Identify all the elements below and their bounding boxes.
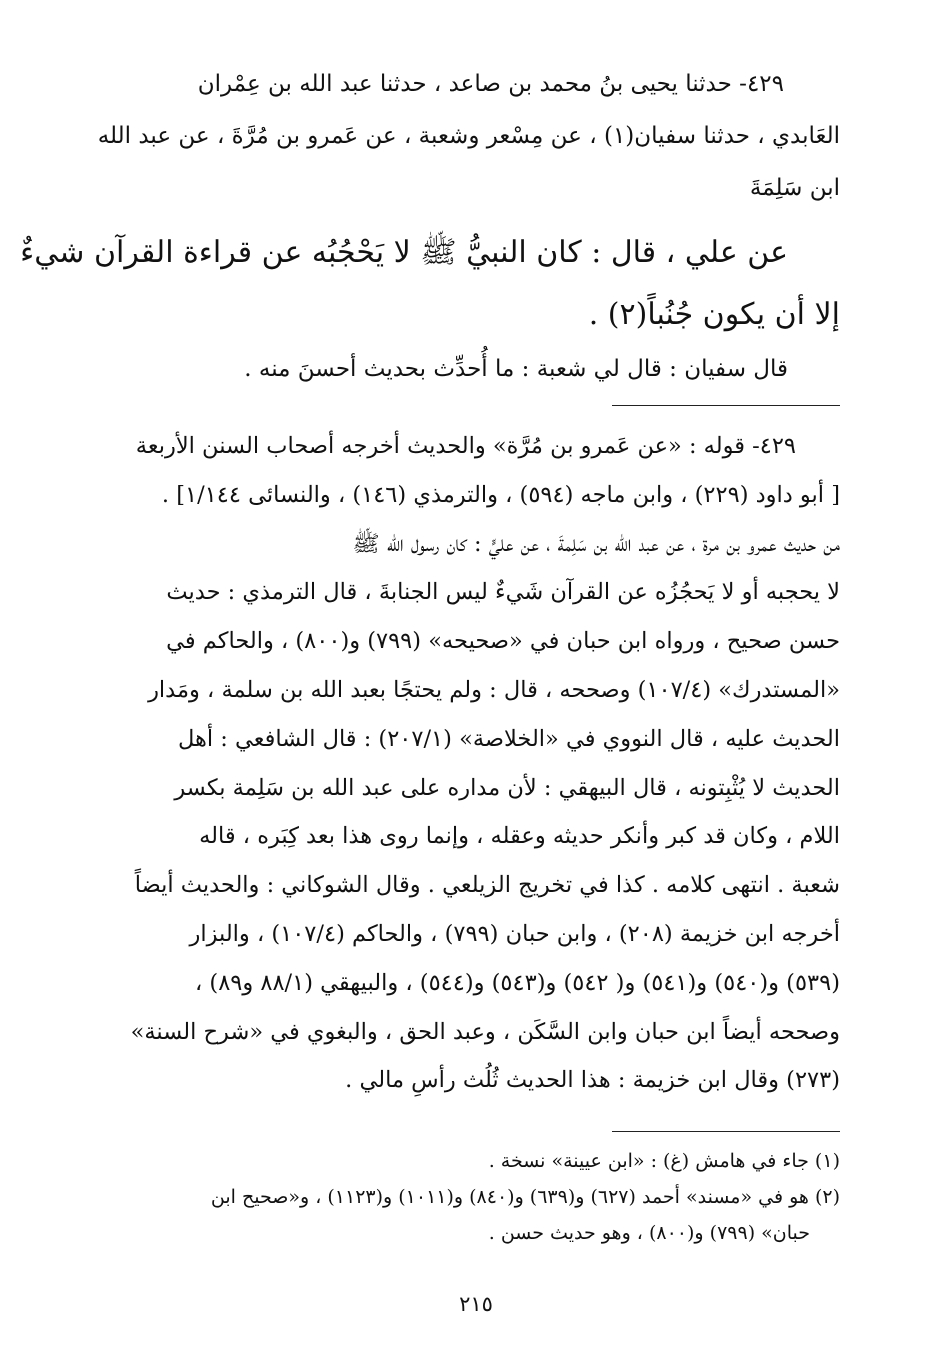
sufyan-comment (110, 346, 840, 392)
commentary-line: لا يحجبه أو لا يَحجُزُه عن القرآن شَيءٌ ليس الجنابةَ ، قال الترمذي : حديث (166, 579, 840, 606)
footnote-line: (١) جاء في هامش (غ) : «ابن عيينة» نسخة . (488, 1150, 840, 1172)
commentary-line: من حديث عمرو بن مرة ، عن عبد الله بن سَلِمةَ ، عن عليٍّ : كان رسول الله ﷺ (352, 530, 840, 557)
commentary-line: [ أبو داود (٢٢٩) ، وابن ماجه (٥٩٤) ، والترمذي (١٤٦) ، والنسائى ١/١٤٤] . (161, 481, 840, 508)
hadith-isnad (97, 58, 840, 214)
commentary-line: وصححه أيضاً ابن حبان وابن السَّكَن ، وعبد الحق ، والبغوي في «شرح السنة» (130, 1018, 840, 1045)
commentary-line: شعبة . انتهى كلامه . كذا في تخريج الزيلعي . وقال الشوكاني : والحديث أيضاً (134, 872, 840, 899)
sufyan-comment-text: قال سفيان : قال لي شعبة : ما أُحدِّث بحديث أحسنَ منه . (244, 356, 788, 382)
commentary-line: اللام ، وكان قد كبر وأنكر حديثه وعقله ، وإنما روى هذا بعد كِبَره ، قاله (199, 823, 840, 850)
commentary-line: (٢٧٣) وقال ابن خزيمة : هذا الحديث ثُلُث رأسِ مالي . (345, 1067, 840, 1094)
commentary-line: «المستدرك» (١٠٧/٤) وصححه ، قال : ولم يحتجًا بعبد الله بن سلمة ، ومَدار (148, 676, 840, 703)
footnotes (110, 1143, 840, 1251)
hadith-line: ٤٢٩- حدثنا يحيى بنُ محمد بن صاعد ، حدثنا عبد الله بن عِمْران (197, 71, 784, 97)
hadith-matn (20, 222, 840, 346)
commentary-line: (٥٣٩) و(٥٤٠) و(٥٤١) و( ٥٤٢) و(٥٤٣) و(٥٤٤) ، والبيهقي (٨٨/١ و٨٩) ، (194, 969, 840, 996)
page-number: ٢١٥ (459, 1292, 493, 1316)
commentary (110, 422, 840, 1105)
commentary-separator (612, 405, 840, 406)
footnote-separator (612, 1131, 840, 1132)
commentary-line: الحديث عليه ، قال النووي في «الخلاصة» (٢٠٧/١) : قال الشافعي : أهل (178, 725, 840, 752)
hadith-line: ابن سَلِمَةَ (749, 175, 840, 201)
commentary-line: ٤٢٩- قوله : «عن عَمرو بن مُرَّة» والحديث أخرجه أصحاب السنن الأربعة (135, 433, 796, 459)
footnote-line: (٢) هو في «مسند» أحمد (٦٢٧) و(٦٣٩) و(٨٤٠) و(١٠١١) و(١١٢٣) ، و«صحيح ابن (210, 1186, 840, 1208)
footnote-line: حبان» (٧٩٩) و(٨٠٠) ، وهو حديث حسن . (488, 1222, 810, 1244)
commentary-line: أخرجه ابن خزيمة (٢٠٨) ، وابن حبان (٧٩٩) ، والحاكم (١٠٧/٤) ، والبزار (189, 920, 840, 947)
commentary-line: الحديث لا يُثْبِتونه ، قال البيهقي : لأن مداره على عبد الله بن سَلِمة بكسر (174, 774, 840, 801)
hadith-line: العَابدي ، حدثنا سفيان(١) ، عن مِسْعر وشعبة ، عن عَمرو بن مُرَّةَ ، عن عبد الله (97, 123, 840, 149)
matn-line: إلا أن يكون جُنُباً(٢) . (588, 297, 840, 332)
commentary-line: حسن صحيح ، ورواه ابن حبان في «صحيحه» (٧٩٩) و(٨٠٠) ، والحاكم في (166, 628, 840, 655)
matn-line: عن علي ، قال : كان النبيُّ ﷺ لا يَحْجُبُه عن قراءة القرآن شيءٌ (20, 235, 788, 270)
